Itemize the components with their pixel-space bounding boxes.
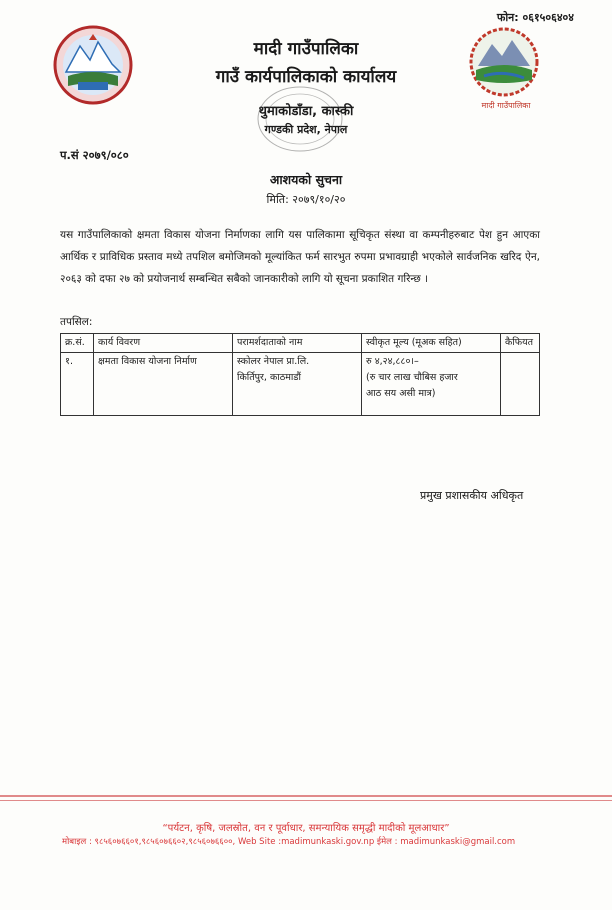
madi-municipality-logo-icon xyxy=(462,26,546,98)
cell-sn: १. xyxy=(61,353,94,416)
footer-contact: मोबाइल : ९८५६०७६६०१,९८५६०७६६०२,९८५६०७६६००, Web Site :madimunkaski.gov.np ईमेल : madimunkaski@gmail.com xyxy=(62,837,516,847)
phone-number: फोन: ०६१५०६४०४ xyxy=(496,11,574,24)
cell-work: क्षमता विकास योजना निर्माण xyxy=(94,353,233,416)
contract-table xyxy=(60,333,540,416)
footer-divider-thin xyxy=(0,800,612,801)
province-name: गण्डकी प्रदेश, नेपाल xyxy=(264,123,348,136)
header-work: कार्य विवरण xyxy=(94,334,233,353)
amount-words-1: (रु चार लाख चौबिस हजार xyxy=(366,372,458,383)
cell-consultant xyxy=(233,353,362,416)
header-remarks: कैफियत xyxy=(501,334,540,353)
details-label: तपसिल: xyxy=(60,316,93,328)
notice-body: यस गाउँपालिकाको क्षमता विकास योजना निर्माणका लागि यस पालिकामा सूचिकृत संस्था वा कम्पनीहरुबाट पेश हुन आएका आर्थिक र प्राविधिक प्रस्ताव मध्ये तपशिल बमोजिमको मूल्यांकित फर्म सारभुत रुपमा प्रभावग्राही भएकोले सार्वजनिक खरिद ऐन, २०६३ को दफा २७ को प्रयोजनार्थ सम्बन्धित सबैको जानकारीको लागि यो सूचना प्रकाशित गरिन्छ । xyxy=(60,229,540,285)
municipality-name: मादी गाउँपालिका xyxy=(253,39,359,59)
header-amount: स्वीकृत मूल्य (मूअक सहित) xyxy=(362,334,501,353)
reference-number: प.सं २०७९/०८० xyxy=(60,148,129,162)
footer-divider xyxy=(0,795,612,797)
signatory-title: प्रमुख प्रशासकीय अधिकृत xyxy=(420,489,524,502)
table-header-row xyxy=(61,334,540,353)
cell-remarks xyxy=(501,353,540,416)
header-sn: क्र.सं. xyxy=(61,334,94,353)
header-consultant: परामर्शदाताको नाम xyxy=(233,334,362,353)
amount-figure: रु ४,२४,८८०।– xyxy=(366,356,419,367)
office-stamp-icon xyxy=(255,84,345,154)
cell-amount xyxy=(362,353,501,416)
table-row xyxy=(61,353,540,416)
amount-words-2: आठ सय असी मात्र) xyxy=(366,388,436,399)
logo-caption: मादी गाउँपालिका xyxy=(481,101,531,110)
consultant-address: किर्तिपुर, काठमाडौं xyxy=(237,372,301,383)
notice-title: आशयको सुचना xyxy=(269,172,343,187)
notice-date: मिति: २०७९/१०/२० xyxy=(266,193,346,206)
footer-slogan: “पर्यटन, कृषि, जलस्रोत, वन र पूर्वाधार, समन्यायिक समृद्धी मादीको मूलआधार” xyxy=(162,823,450,834)
consultant-name: स्कोलर नेपाल प्रा.लि. xyxy=(237,356,310,367)
office-location: थुमाकोडाँडा, कास्की xyxy=(258,104,354,119)
office-name: गाउँ कार्यपालिकाको कार्यालय xyxy=(215,67,397,87)
